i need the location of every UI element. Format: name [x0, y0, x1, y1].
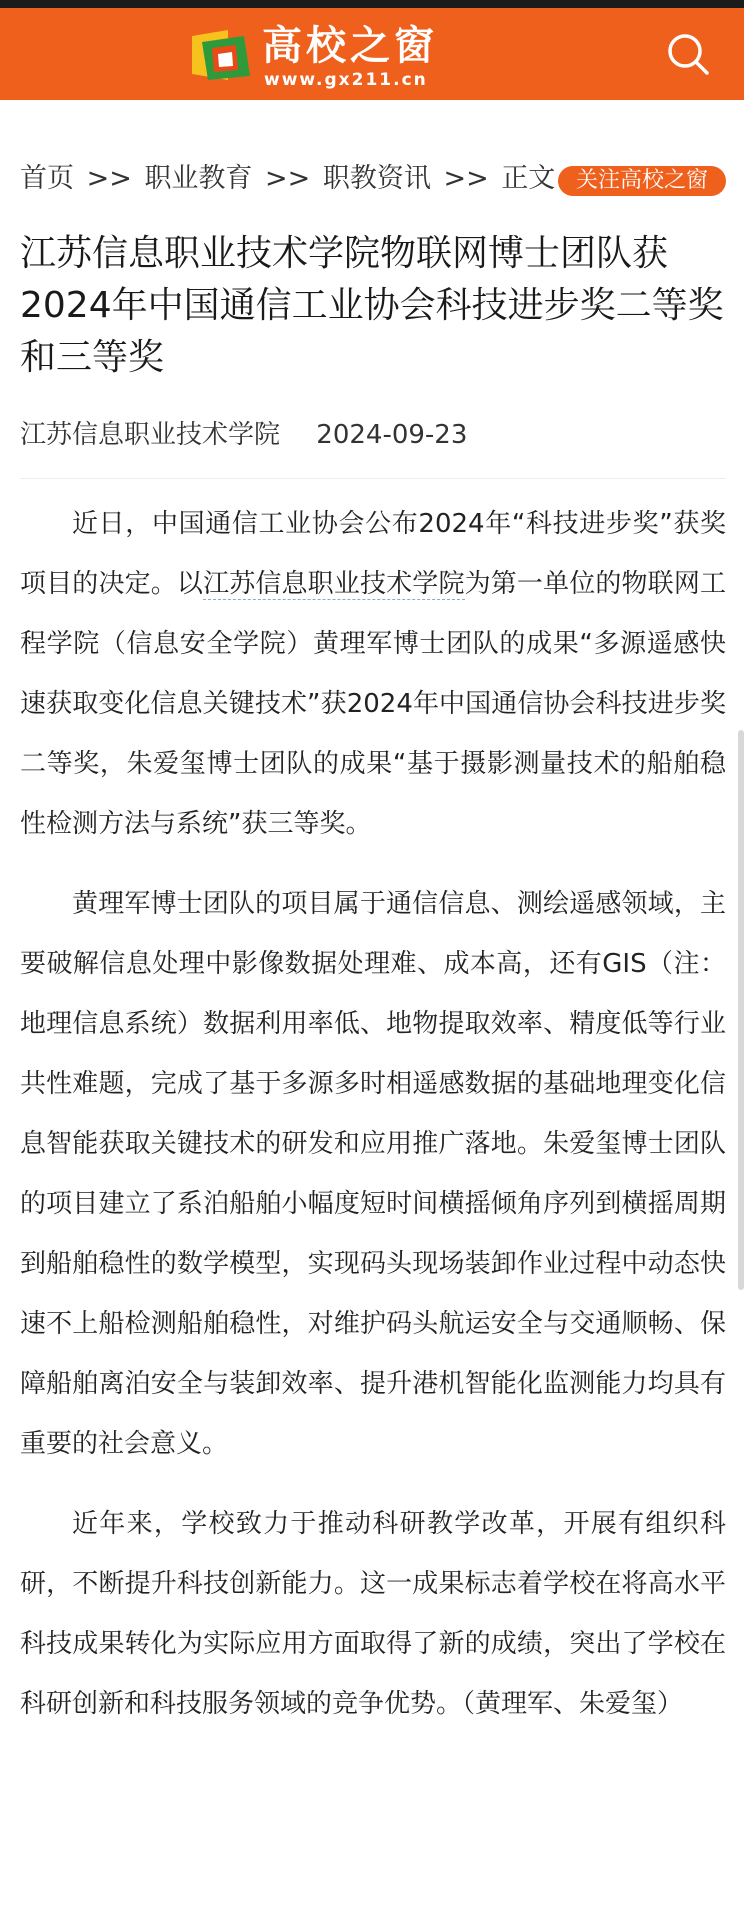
status-strip: [0, 0, 744, 8]
article-date: 2024-09-23: [316, 420, 468, 450]
article-meta: [20, 418, 467, 452]
article-body: [20, 494, 726, 1734]
divider: [20, 478, 726, 479]
site-header: [0, 8, 744, 100]
search-button[interactable]: [664, 30, 712, 78]
breadcrumb: [20, 162, 555, 196]
paragraph-text: 为第一单位的物联网工程学院（信息安全学院）黄理军博士团队的成果“多源遥感快速获取变化信息关键技术”获2024年中国通信协会科技进步奖二等奖，朱爱玺博士团队的成果“基于摄影测量技术的船舶稳性检测方法与系统”获三等奖。: [20, 569, 726, 839]
search-icon: [664, 30, 712, 78]
breadcrumb-news[interactable]: 职教资讯: [322, 163, 431, 194]
school-link[interactable]: 江苏信息职业技术学院: [203, 569, 465, 599]
breadcrumb-separator: >>: [86, 163, 132, 194]
article-paragraph-2: 黄理军博士团队的项目属于通信信息、测绘遥感领域，主要破解信息处理中影像数据处理难、成本高，还有GIS（注：地理信息系统）数据利用率低、地物提取效率、精度低等行业共性难题，完成了基于多源多时相遥感数据的基础地理变化信息智能获取关键技术的研发和应用推广落地。朱爱玺博士团队的项目建立了系泊船舶小幅度短时间横摇倾角序列到横摇周期到船舶稳性的数学模型，实现码头现场装卸作业过程中动态快速不上船检测船舶稳性，对维护码头航运安全与交通顺畅、保障船舶离泊安全与装卸效率、提升港机智能化监测能力均具有重要的社会意义。: [20, 889, 726, 1459]
article-paragraph-3: 近年来，学校致力于推动科研教学改革，开展有组织科研，不断提升科技创新能力。这一成果标志着学校在将高水平科技成果转化为实际应用方面取得了新的成绩，突出了学校在科研创新和科技服务领域的竞争优势。（黄理军、朱爱玺）: [20, 1509, 726, 1719]
paragraph-text: 近日，中国通信工业协会公布2024年“科技进步奖”获奖项目的决定。以: [20, 509, 726, 599]
scrollbar[interactable]: [738, 730, 744, 1290]
breadcrumb-current: 正文: [501, 163, 556, 194]
article-paragraph-1: [20, 494, 726, 854]
breadcrumb-separator: >>: [443, 163, 489, 194]
article-title: 江苏信息职业技术学院物联网博士团队获2024年中国通信工业协会科技进步奖二等奖和三等奖: [20, 233, 724, 378]
logo-url: www.gx211.cn: [264, 70, 428, 90]
breadcrumb-vocational[interactable]: 职业教育: [144, 163, 253, 194]
article-source: 江苏信息职业技术学院: [20, 420, 281, 450]
breadcrumb-home[interactable]: 首页: [20, 163, 74, 194]
breadcrumb-row: [20, 160, 726, 200]
breadcrumb-separator: >>: [265, 163, 311, 194]
follow-button[interactable]: 关注高校之窗: [558, 166, 726, 196]
site-logo[interactable]: [188, 22, 468, 92]
logo-mark-icon: [188, 26, 254, 84]
logo-title: 高校之窗: [262, 23, 438, 69]
